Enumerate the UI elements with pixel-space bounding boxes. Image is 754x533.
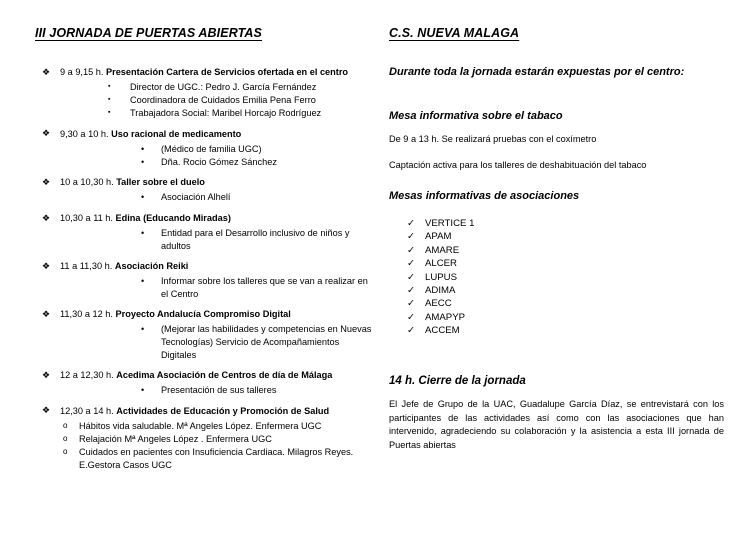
agenda-sub-item-text: Presentación de sus talleres (161, 385, 277, 396)
agenda-sub-item (35, 446, 375, 471)
agenda-item-topic: Actividades de Educación y Promoción de Salud (116, 405, 330, 416)
round-bullet-icon: • (141, 276, 145, 287)
agenda-item (35, 369, 375, 397)
agenda-item-header (35, 405, 375, 418)
agenda-sub-item-text: Trabajadora Social: Maribel Horcajo Rodríguez (130, 108, 322, 119)
association-list-item-text: LUPUS (425, 271, 457, 283)
associations-section (389, 190, 724, 338)
check-bullet-icon: ✓ (407, 244, 415, 256)
agenda-sub-list (35, 81, 375, 120)
agenda-item-time: 9,30 a 10 h. (60, 128, 112, 139)
agenda-sub-list (35, 143, 375, 169)
agenda-item-header (35, 369, 375, 382)
agenda-item-time: 10,30 a 11 h. (60, 213, 116, 224)
association-list-item-text: ALCER (425, 258, 457, 270)
association-list-item (389, 244, 724, 257)
association-list-item-text: ACCEM (425, 325, 460, 337)
association-list-item (389, 311, 724, 324)
round-bullet-icon: • (141, 192, 145, 203)
agenda-sub-item-text: Hábitos vida saludable. Mª Angeles López. Enfermera UGC (79, 420, 322, 431)
agenda-sub-item-text: Entidad para el Desarrollo inclusivo de niños y adultos (161, 228, 350, 251)
agenda-sub-item-text: (Médico de familia UGC) (161, 143, 262, 154)
agenda-item (35, 66, 375, 120)
agenda-sub-item (35, 323, 375, 361)
diamond-bullet-icon: ❖ (42, 128, 51, 139)
agenda-item-time: 12 a 12,30 h. (60, 370, 117, 381)
round-bullet-icon: • (141, 324, 145, 335)
agenda-item (35, 128, 375, 169)
agenda-sub-item-text: Director de UGC.: Pedro J. García Fernández (130, 82, 317, 92)
round-bullet-icon: • (141, 228, 145, 239)
check-bullet-icon: ✓ (407, 311, 415, 323)
exhibits-intro-text: Durante toda la jornada estarán expuestas por el centro: (389, 66, 685, 78)
agenda-item (35, 308, 375, 361)
tobacco-section-line-1: De 9 a 13 h. Se realizará pruebas con el coxímetro (389, 134, 597, 144)
agenda-sub-item-text: Cuidados en pacientes con Insuficiencia Cardiaca. Milagros Reyes. E.Gestora Casos UGC (79, 447, 354, 470)
agenda-sub-item (35, 227, 375, 252)
agenda-item-time: 12,30 a 14 h. (60, 405, 117, 416)
association-list-item (389, 257, 724, 270)
agenda-item-topic: Proyecto Andalucía Compromiso Digital (115, 309, 291, 320)
tobacco-section-line-2: Captación activa para los talleres de deshabituación del tabaco (389, 160, 647, 170)
associations-section-heading: Mesas informativas de asociaciones (389, 190, 580, 202)
diamond-bullet-icon: ❖ (42, 212, 51, 223)
agenda-item-topic: Edina (Educando Miradas) (115, 213, 231, 224)
diamond-bullet-icon: ❖ (42, 308, 51, 319)
diamond-bullet-icon: ❖ (42, 405, 51, 416)
circle-outline-bullet-icon: o (63, 420, 68, 430)
round-bullet-icon: • (141, 156, 145, 167)
agenda-sub-item (35, 94, 375, 107)
agenda-sub-item (35, 433, 375, 446)
agenda-item-topic: Asociación Reiki (114, 261, 189, 272)
agenda-item-time: 10 a 10,30 h. (60, 177, 117, 188)
agenda-item (35, 212, 375, 252)
agenda-item-time: 11,30 a 12 h. (60, 309, 116, 320)
agenda-sub-list (35, 275, 375, 300)
exhibits-intro-block (389, 66, 724, 78)
agenda-sub-item (35, 156, 375, 169)
agenda-item-topic: Uso racional de medicamento (111, 128, 242, 139)
diamond-bullet-icon: ❖ (42, 66, 51, 77)
square-bullet-icon: ▪ (108, 83, 111, 90)
check-bullet-icon: ✓ (407, 231, 415, 243)
round-bullet-icon: • (141, 385, 145, 396)
associations-list (389, 217, 724, 338)
square-bullet-icon: ▪ (108, 96, 111, 104)
tobacco-section (389, 110, 724, 172)
agenda-sub-item (35, 143, 375, 156)
association-list-item (389, 284, 724, 297)
agenda-sub-item (35, 81, 375, 94)
check-bullet-icon: ✓ (407, 218, 415, 229)
association-list-item (389, 324, 724, 337)
check-bullet-icon: ✓ (407, 258, 415, 270)
agenda-item-header (35, 176, 375, 189)
agenda-item (35, 405, 375, 471)
diamond-bullet-icon: ❖ (42, 260, 51, 271)
left-column-title: III JORNADA DE PUERTAS ABIERTAS (35, 26, 262, 40)
association-list-item-text: AMARE (425, 244, 460, 256)
agenda-item-header (35, 212, 375, 225)
agenda-sub-list (35, 191, 375, 204)
agenda-sub-item-text: Asociación Alhelí (161, 192, 231, 203)
square-bullet-icon: ▪ (108, 109, 111, 117)
agenda-item-header (35, 128, 375, 141)
agenda-sub-item-text: Informar sobre los talleres que se van a realizar en el Centro (161, 276, 368, 299)
association-list-item-text: AECC (425, 298, 452, 310)
tobacco-section-heading: Mesa informativa sobre el tabaco (389, 110, 563, 122)
agenda-sub-list (35, 323, 375, 361)
circle-outline-bullet-icon: o (63, 447, 68, 456)
agenda-sub-item (35, 275, 375, 300)
check-bullet-icon: ✓ (407, 285, 415, 297)
agenda-item-topic: Acedima Asociación de Centros de día de Málaga (116, 370, 333, 381)
association-list-item-text: AMAPYP (425, 311, 465, 323)
agenda-item-header (35, 260, 375, 273)
agenda-sub-item-text: Dña. Rocio Gómez Sánchez (161, 156, 277, 167)
check-bullet-icon: ✓ (407, 298, 415, 310)
agenda-sub-item-text: (Mejorar las habilidades y competencias en Nuevas Tecnologías) Servicio de Acompañamientos Digitales (161, 324, 372, 360)
check-bullet-icon: ✓ (407, 271, 415, 283)
agenda-item-time: 9 a 9,15 h. (60, 67, 106, 77)
agenda-item-topic: Presentación Cartera de Servicios ofertada en el centro (105, 67, 349, 77)
diamond-bullet-icon: ❖ (42, 369, 51, 380)
diamond-bullet-icon: ❖ (42, 176, 51, 187)
check-bullet-icon: ✓ (407, 325, 415, 337)
association-list-item (389, 230, 724, 243)
association-list-item-text: VERTICE 1 (425, 218, 475, 229)
closing-section-heading: 14 h. Cierre de la jornada (389, 375, 526, 387)
right-column-title: C.S. NUEVA MALAGA (389, 26, 520, 40)
circle-outline-bullet-icon: o (63, 433, 68, 443)
round-bullet-icon: • (141, 143, 145, 154)
agenda-sub-item (35, 420, 375, 433)
association-list-item (389, 271, 724, 284)
agenda-item-topic: Taller sobre el duelo (116, 177, 205, 188)
agenda-list (35, 66, 375, 479)
agenda-item-time: 11 a 11,30 h. (60, 261, 115, 272)
agenda-sub-list (35, 420, 375, 471)
association-list-item-text: APAM (425, 231, 452, 243)
closing-section-paragraph: El Jefe de Grupo de la UAC, Guadalupe García Díaz, se entrevistará con los participantes de las actividades así como con las asociaciones que han intervenido, agradeciendo su colaboración y la asistencia a esta III jornada de Puertas abiertas (389, 399, 724, 450)
closing-section (389, 375, 724, 452)
agenda-item-header (35, 308, 375, 321)
agenda-sub-item-text: Relajación Mª Angeles López . Enfermera UGC (79, 433, 272, 444)
association-list-item (389, 297, 724, 310)
association-list-item (389, 217, 724, 230)
agenda-sub-item (35, 107, 375, 120)
agenda-sub-item-text: Coordinadora de Cuidados Emilia Pena Ferro (130, 95, 316, 106)
agenda-sub-list (35, 227, 375, 252)
agenda-item (35, 176, 375, 204)
agenda-item (35, 260, 375, 300)
agenda-sub-item (35, 191, 375, 204)
agenda-sub-list (35, 384, 375, 397)
agenda-item-header (35, 66, 375, 79)
association-list-item-text: ADIMA (425, 285, 456, 297)
agenda-sub-item (35, 384, 375, 397)
